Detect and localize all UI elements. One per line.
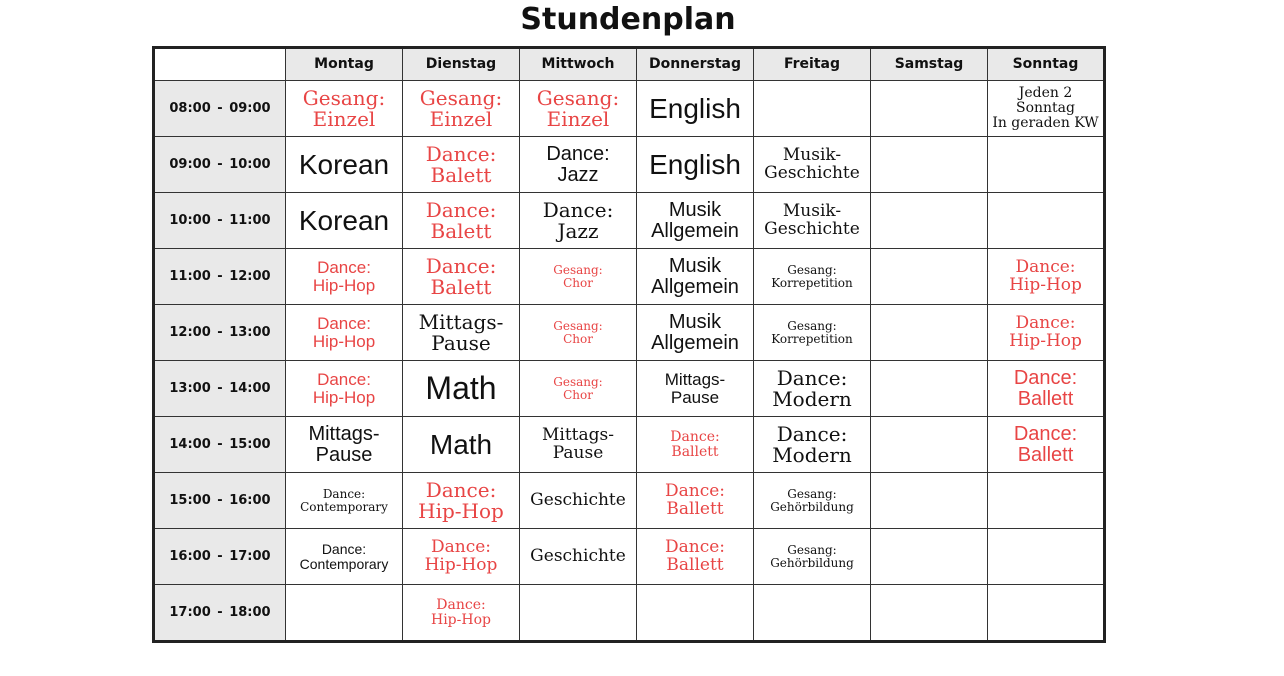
schedule-cell-montag xyxy=(286,473,403,529)
schedule-cell-mittwoch xyxy=(520,249,637,305)
lesson-label: Musik Allgemein xyxy=(651,254,739,298)
schedule-cell-dienstag xyxy=(403,417,520,473)
schedule-cell-samstag xyxy=(871,249,988,305)
schedule-cell-mittwoch xyxy=(520,193,637,249)
day-header-freitag: Freitag xyxy=(754,48,871,81)
schedule-cell-dienstag xyxy=(403,529,520,585)
lesson-label: Dance: Balett xyxy=(425,197,497,243)
lesson-label: Dance: Modern xyxy=(772,365,852,411)
schedule-cell-sonntag xyxy=(988,305,1105,361)
schedule-cell-samstag xyxy=(871,193,988,249)
schedule-cell-freitag xyxy=(754,137,871,193)
lesson-label: Dance: Ballett xyxy=(1013,366,1078,410)
schedule-cell-samstag xyxy=(871,529,988,585)
schedule-cell-sonntag xyxy=(988,529,1105,585)
schedule-cell-donnerstag xyxy=(637,305,754,361)
lesson-label: Dance: Hip-Hop xyxy=(1009,256,1082,295)
schedule-cell-donnerstag xyxy=(637,585,754,642)
schedule-cell-samstag xyxy=(871,417,988,473)
lesson-label: Gesang: Chor xyxy=(553,374,603,402)
lesson-label: Mittags- Pause xyxy=(542,424,614,463)
schedule-cell-sonntag xyxy=(988,473,1105,529)
schedule-cell-montag xyxy=(286,585,403,642)
schedule-cell-dienstag xyxy=(403,585,520,642)
schedule-cell-donnerstag xyxy=(637,361,754,417)
schedule-row xyxy=(154,529,1105,585)
schedule-cell-dienstag xyxy=(403,137,520,193)
lesson-label: Dance: Hip-Hop xyxy=(312,257,376,295)
corner-cell xyxy=(154,48,286,81)
schedule-cell-freitag xyxy=(754,81,871,137)
schedule-cell-montag xyxy=(286,529,403,585)
lesson-label: Musik- Geschichte xyxy=(764,200,860,239)
schedule-row xyxy=(154,361,1105,417)
schedule-row xyxy=(154,137,1105,193)
lesson-label: Dance: Hip-Hop xyxy=(312,313,376,351)
lesson-label: Dance: Jazz xyxy=(542,197,614,243)
lesson-label: Musik- Geschichte xyxy=(764,144,860,183)
schedule-cell-mittwoch xyxy=(520,585,637,642)
schedule-cell-montag xyxy=(286,81,403,137)
time-slot-label: 14:00 - 15:00 xyxy=(154,417,286,473)
schedule-cell-sonntag xyxy=(988,361,1105,417)
schedule-cell-dienstag xyxy=(403,361,520,417)
lesson-label: Korean xyxy=(298,148,390,180)
schedule-cell-samstag xyxy=(871,585,988,642)
schedule-cell-mittwoch xyxy=(520,529,637,585)
lesson-label: Geschichte xyxy=(530,489,626,510)
schedule-cell-dienstag xyxy=(403,193,520,249)
schedule-cell-dienstag xyxy=(403,305,520,361)
lesson-label: Dance: Hip-Hop xyxy=(424,536,498,575)
day-header-montag: Montag xyxy=(286,48,403,81)
day-header-dienstag: Dienstag xyxy=(403,48,520,81)
lesson-label: Mittags- Pause xyxy=(664,369,726,407)
schedule-cell-samstag xyxy=(871,81,988,137)
schedule-cell-samstag xyxy=(871,361,988,417)
lesson-label: Mittags- Pause xyxy=(308,422,380,466)
schedule-cell-freitag xyxy=(754,473,871,529)
lesson-label: Math xyxy=(429,428,493,460)
lesson-label: Dance: Hip-Hop xyxy=(431,596,491,628)
schedule-cell-montag xyxy=(286,361,403,417)
lesson-label: Jeden 2 Sonntag In geraden KW xyxy=(992,85,1099,131)
schedule-cell-donnerstag xyxy=(637,417,754,473)
schedule-cell-mittwoch xyxy=(520,417,637,473)
lesson-label: Geschichte xyxy=(530,545,626,566)
schedule-cell-donnerstag xyxy=(637,529,754,585)
lesson-label: Dance: Balett xyxy=(425,253,497,299)
schedule-cell-mittwoch xyxy=(520,305,637,361)
day-header-sonntag: Sonntag xyxy=(988,48,1105,81)
lesson-label: Dance: Contemporary xyxy=(299,540,389,572)
lesson-label: English xyxy=(649,92,741,124)
lesson-label: Dance: Ballett xyxy=(1013,422,1078,466)
schedule-row xyxy=(154,417,1105,473)
schedule-cell-donnerstag xyxy=(637,137,754,193)
schedule-cell-dienstag xyxy=(403,249,520,305)
schedule-cell-dienstag xyxy=(403,473,520,529)
schedule-cell-sonntag xyxy=(988,81,1105,137)
schedule-cell-freitag xyxy=(754,193,871,249)
schedule-cell-freitag xyxy=(754,249,871,305)
time-slot-label: 09:00 - 10:00 xyxy=(154,137,286,193)
lesson-label: Musik Allgemein xyxy=(651,198,739,242)
page-title: Stundenplan xyxy=(520,2,736,37)
schedule-cell-freitag xyxy=(754,305,871,361)
schedule-cell-freitag xyxy=(754,361,871,417)
schedule-cell-samstag xyxy=(871,305,988,361)
schedule-cell-sonntag xyxy=(988,249,1105,305)
schedule-cell-donnerstag xyxy=(637,193,754,249)
schedule-row xyxy=(154,473,1105,529)
schedule-cell-donnerstag xyxy=(637,249,754,305)
time-slot-label: 16:00 - 17:00 xyxy=(154,529,286,585)
lesson-label: English xyxy=(649,148,741,180)
lesson-label: Dance: Ballett xyxy=(664,536,726,575)
schedule-cell-montag xyxy=(286,193,403,249)
schedule-cell-mittwoch xyxy=(520,361,637,417)
lesson-label: Gesang: Chor xyxy=(553,318,603,346)
schedule-cell-mittwoch xyxy=(520,137,637,193)
lesson-label: Gesang: Gehörbildung xyxy=(770,486,854,514)
schedule-cell-montag xyxy=(286,137,403,193)
time-slot-label: 17:00 - 18:00 xyxy=(154,585,286,642)
time-slot-label: 12:00 - 13:00 xyxy=(154,305,286,361)
time-slot-label: 10:00 - 11:00 xyxy=(154,193,286,249)
schedule-body xyxy=(154,81,1105,642)
schedule-cell-mittwoch xyxy=(520,473,637,529)
lesson-label: Dance: Ballett xyxy=(670,428,720,460)
schedule-cell-freitag xyxy=(754,417,871,473)
lesson-label: Mittags- Pause xyxy=(418,309,504,355)
lesson-label: Korean xyxy=(298,204,390,236)
schedule-cell-samstag xyxy=(871,137,988,193)
header-row xyxy=(154,48,1105,81)
schedule-cell-sonntag xyxy=(988,585,1105,642)
time-slot-label: 13:00 - 14:00 xyxy=(154,361,286,417)
time-slot-label: 15:00 - 16:00 xyxy=(154,473,286,529)
lesson-label: Dance: Jazz xyxy=(546,142,610,186)
lesson-label: Gesang: Einzel xyxy=(419,85,503,131)
lesson-label: Dance: Hip-Hop xyxy=(312,369,376,407)
day-header-donnerstag: Donnerstag xyxy=(637,48,754,81)
lesson-label: Dance: Hip-Hop xyxy=(418,477,504,523)
lesson-label: Gesang: Chor xyxy=(553,262,603,290)
schedule-row xyxy=(154,249,1105,305)
day-header-mittwoch: Mittwoch xyxy=(520,48,637,81)
lesson-label: Math xyxy=(425,369,497,406)
schedule-cell-montag xyxy=(286,417,403,473)
schedule-cell-donnerstag xyxy=(637,81,754,137)
schedule-cell-freitag xyxy=(754,585,871,642)
schedule-cell-freitag xyxy=(754,529,871,585)
lesson-label: Gesang: Einzel xyxy=(302,85,386,131)
lesson-label: Dance: Contemporary xyxy=(300,486,388,514)
schedule-cell-sonntag xyxy=(988,193,1105,249)
schedule-cell-sonntag xyxy=(988,417,1105,473)
lesson-label: Gesang: Korrepetition xyxy=(771,318,853,346)
lesson-label: Dance: Ballett xyxy=(664,480,726,519)
schedule-row xyxy=(154,305,1105,361)
schedule-cell-sonntag xyxy=(988,137,1105,193)
time-slot-label: 11:00 - 12:00 xyxy=(154,249,286,305)
schedule-cell-dienstag xyxy=(403,81,520,137)
lesson-label: Dance: Balett xyxy=(425,141,497,187)
schedule-cell-donnerstag xyxy=(637,473,754,529)
time-slot-label: 08:00 - 09:00 xyxy=(154,81,286,137)
schedule-row xyxy=(154,193,1105,249)
lesson-label: Musik Allgemein xyxy=(651,310,739,354)
schedule-cell-montag xyxy=(286,249,403,305)
lesson-label: Gesang: Einzel xyxy=(536,85,620,131)
schedule-table xyxy=(152,46,1106,643)
day-header-samstag: Samstag xyxy=(871,48,988,81)
schedule-row xyxy=(154,81,1105,137)
lesson-label: Dance: Hip-Hop xyxy=(1009,312,1082,351)
schedule-cell-montag xyxy=(286,305,403,361)
lesson-label: Dance: Modern xyxy=(772,421,852,467)
schedule-row xyxy=(154,585,1105,642)
lesson-label: Gesang: Korrepetition xyxy=(771,262,853,290)
lesson-label: Gesang: Gehörbildung xyxy=(770,542,854,570)
schedule-cell-samstag xyxy=(871,473,988,529)
schedule-cell-mittwoch xyxy=(520,81,637,137)
